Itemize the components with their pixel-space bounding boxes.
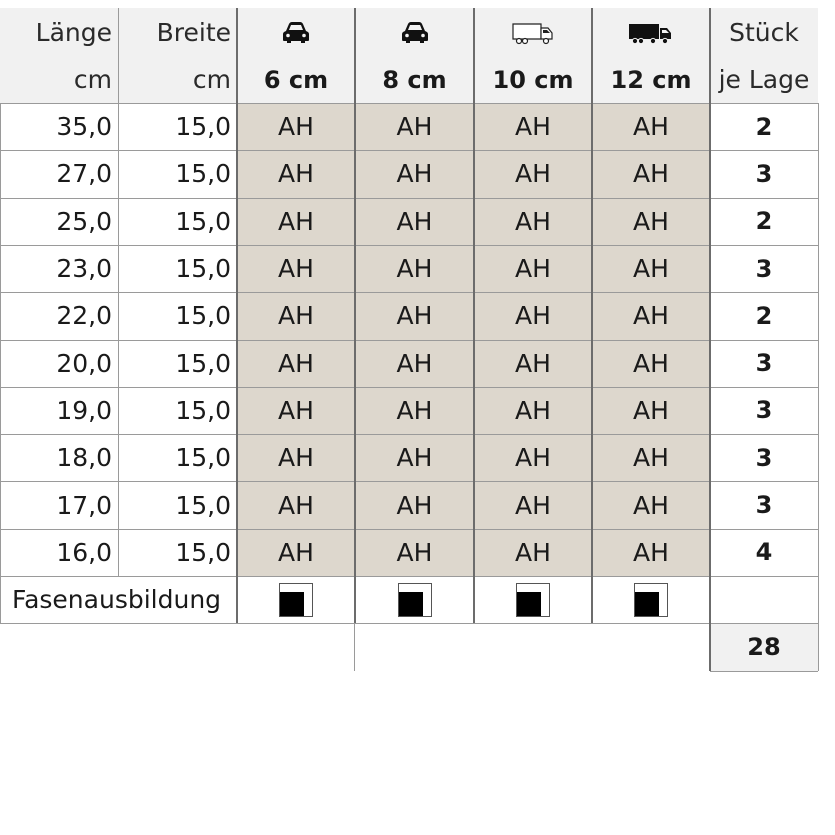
total-bottom-line (710, 671, 818, 672)
breite-cell: 15,0 (175, 348, 231, 378)
thickness-cell-c8: AH (396, 206, 433, 236)
col-divider (709, 8, 711, 623)
laenge-cell: 25,0 (56, 206, 112, 236)
header-thickness-2: 8 cm (382, 65, 447, 94)
thickness-cell-c8: AH (396, 112, 433, 142)
stueck-cell: 3 (755, 159, 773, 188)
thickness-cell-c6: AH (278, 206, 314, 236)
stueck-cell: 3 (755, 349, 773, 378)
thickness-cell-c8: AH (396, 443, 433, 473)
laenge-cell: 22,0 (56, 301, 112, 331)
laenge-cell: 35,0 (56, 112, 112, 142)
thickness-cell-c6: AH (278, 159, 314, 189)
thickness-cell-c10: AH (515, 159, 551, 189)
header-thickness-3: 10 cm (492, 65, 574, 94)
thickness-cell-c12: AH (633, 159, 669, 189)
thickness-cell-c8: AH (396, 301, 433, 331)
thickness-cell-c6: AH (278, 395, 314, 425)
breite-cell: 15,0 (175, 254, 231, 284)
car-icon (281, 21, 311, 45)
thickness-cell-c8: AH (396, 490, 433, 520)
header-thickness-1: 6 cm (263, 65, 329, 94)
thickness-cell-c6: AH (278, 301, 314, 331)
header-stueck: Stück (729, 17, 799, 47)
breite-cell: 15,0 (175, 537, 231, 567)
thickness-cell-c8: AH (396, 159, 433, 189)
thickness-cell-c10: AH (515, 348, 551, 378)
total-left-border (709, 623, 711, 671)
thickness-cell-c12: AH (633, 395, 669, 425)
header-laenge-unit: cm (73, 65, 112, 94)
laenge-cell: 23,0 (56, 254, 112, 284)
thickness-cell-c8: AH (396, 254, 433, 284)
chamfer-icon (516, 583, 550, 617)
thickness-cell-c10: AH (515, 112, 551, 142)
thickness-cell-c10: AH (515, 301, 551, 331)
total-value: 28 (747, 633, 781, 662)
row-line (0, 340, 818, 341)
summary-divider (354, 623, 355, 671)
thickness-cell-c12: AH (633, 537, 669, 567)
right-border (818, 103, 819, 671)
breite-cell: 15,0 (175, 159, 231, 189)
laenge-cell: 18,0 (56, 443, 112, 473)
thickness-cell-c12: AH (633, 443, 669, 473)
col-divider (591, 8, 593, 623)
stueck-cell: 4 (755, 538, 773, 567)
thickness-cell-c10: AH (515, 254, 551, 284)
thickness-cell-c6: AH (278, 112, 314, 142)
thickness-cell-c8: AH (396, 395, 433, 425)
thickness-cell-c12: AH (633, 206, 669, 236)
chamfer-icon (279, 583, 313, 617)
col-divider (236, 8, 238, 623)
stueck-cell: 3 (755, 491, 773, 520)
thickness-cell-c10: AH (515, 206, 551, 236)
col-divider (118, 103, 119, 576)
header-bottom-line (0, 103, 818, 104)
thickness-cell-c12: AH (633, 254, 669, 284)
stueck-cell: 2 (755, 301, 773, 330)
stueck-cell: 3 (755, 396, 773, 425)
thickness-cell-c6: AH (278, 254, 314, 284)
thickness-cell-c6: AH (278, 443, 314, 473)
heavy-truck-icon (629, 22, 673, 45)
row-line (0, 150, 818, 151)
thickness-cell-c12: AH (633, 112, 669, 142)
col-divider (473, 8, 475, 623)
thickness-cell-c10: AH (515, 490, 551, 520)
row-line (0, 292, 818, 293)
laenge-cell: 19,0 (56, 395, 112, 425)
header-breite: Breite (156, 17, 231, 47)
stueck-cell: 2 (755, 112, 773, 141)
stueck-cell: 2 (755, 207, 773, 236)
thickness-cell-c10: AH (515, 395, 551, 425)
thickness-cell-c6: AH (278, 490, 314, 520)
chamfer-fill (399, 592, 423, 616)
thickness-cell-c8: AH (396, 537, 433, 567)
header-breite-unit: cm (192, 65, 231, 94)
light-truck-icon (512, 22, 554, 45)
thickness-cell-c6: AH (278, 348, 314, 378)
row-line (0, 529, 818, 530)
row-line (0, 387, 818, 388)
breite-cell: 15,0 (175, 206, 231, 236)
car-icon (400, 21, 430, 45)
breite-cell: 15,0 (175, 443, 231, 473)
stueck-cell: 3 (755, 443, 773, 472)
fasen-label: Fasenausbildung (12, 585, 222, 615)
row-line (0, 623, 818, 624)
col-divider (354, 8, 356, 623)
row-line (0, 576, 818, 577)
row-line (0, 245, 818, 246)
stueck-cell: 3 (755, 254, 773, 283)
chamfer-fill (280, 592, 304, 616)
thickness-cell-c8: AH (396, 348, 433, 378)
thickness-cell-c12: AH (633, 490, 669, 520)
breite-cell: 15,0 (175, 395, 231, 425)
breite-cell: 15,0 (175, 112, 231, 142)
left-border (0, 103, 1, 623)
thickness-cell-c10: AH (515, 443, 551, 473)
thickness-cell-c12: AH (633, 348, 669, 378)
laenge-cell: 20,0 (56, 348, 112, 378)
thickness-cell-c6: AH (278, 537, 314, 567)
breite-cell: 15,0 (175, 301, 231, 331)
row-line (0, 434, 818, 435)
thickness-cell-c12: AH (633, 301, 669, 331)
thickness-cell-c10: AH (515, 537, 551, 567)
header-thickness-4: 12 cm (610, 65, 692, 94)
laenge-cell: 17,0 (56, 490, 112, 520)
laenge-cell: 16,0 (56, 537, 112, 567)
chamfer-fill (517, 592, 541, 616)
col-divider (118, 8, 119, 103)
header-je-lage: je Lage (718, 65, 810, 94)
chamfer-icon (634, 583, 668, 617)
row-line (0, 198, 818, 199)
header-laenge: Länge (35, 17, 112, 47)
chamfer-icon (398, 583, 432, 617)
breite-cell: 15,0 (175, 490, 231, 520)
chamfer-fill (635, 592, 659, 616)
laenge-cell: 27,0 (56, 159, 112, 189)
row-line (0, 481, 818, 482)
